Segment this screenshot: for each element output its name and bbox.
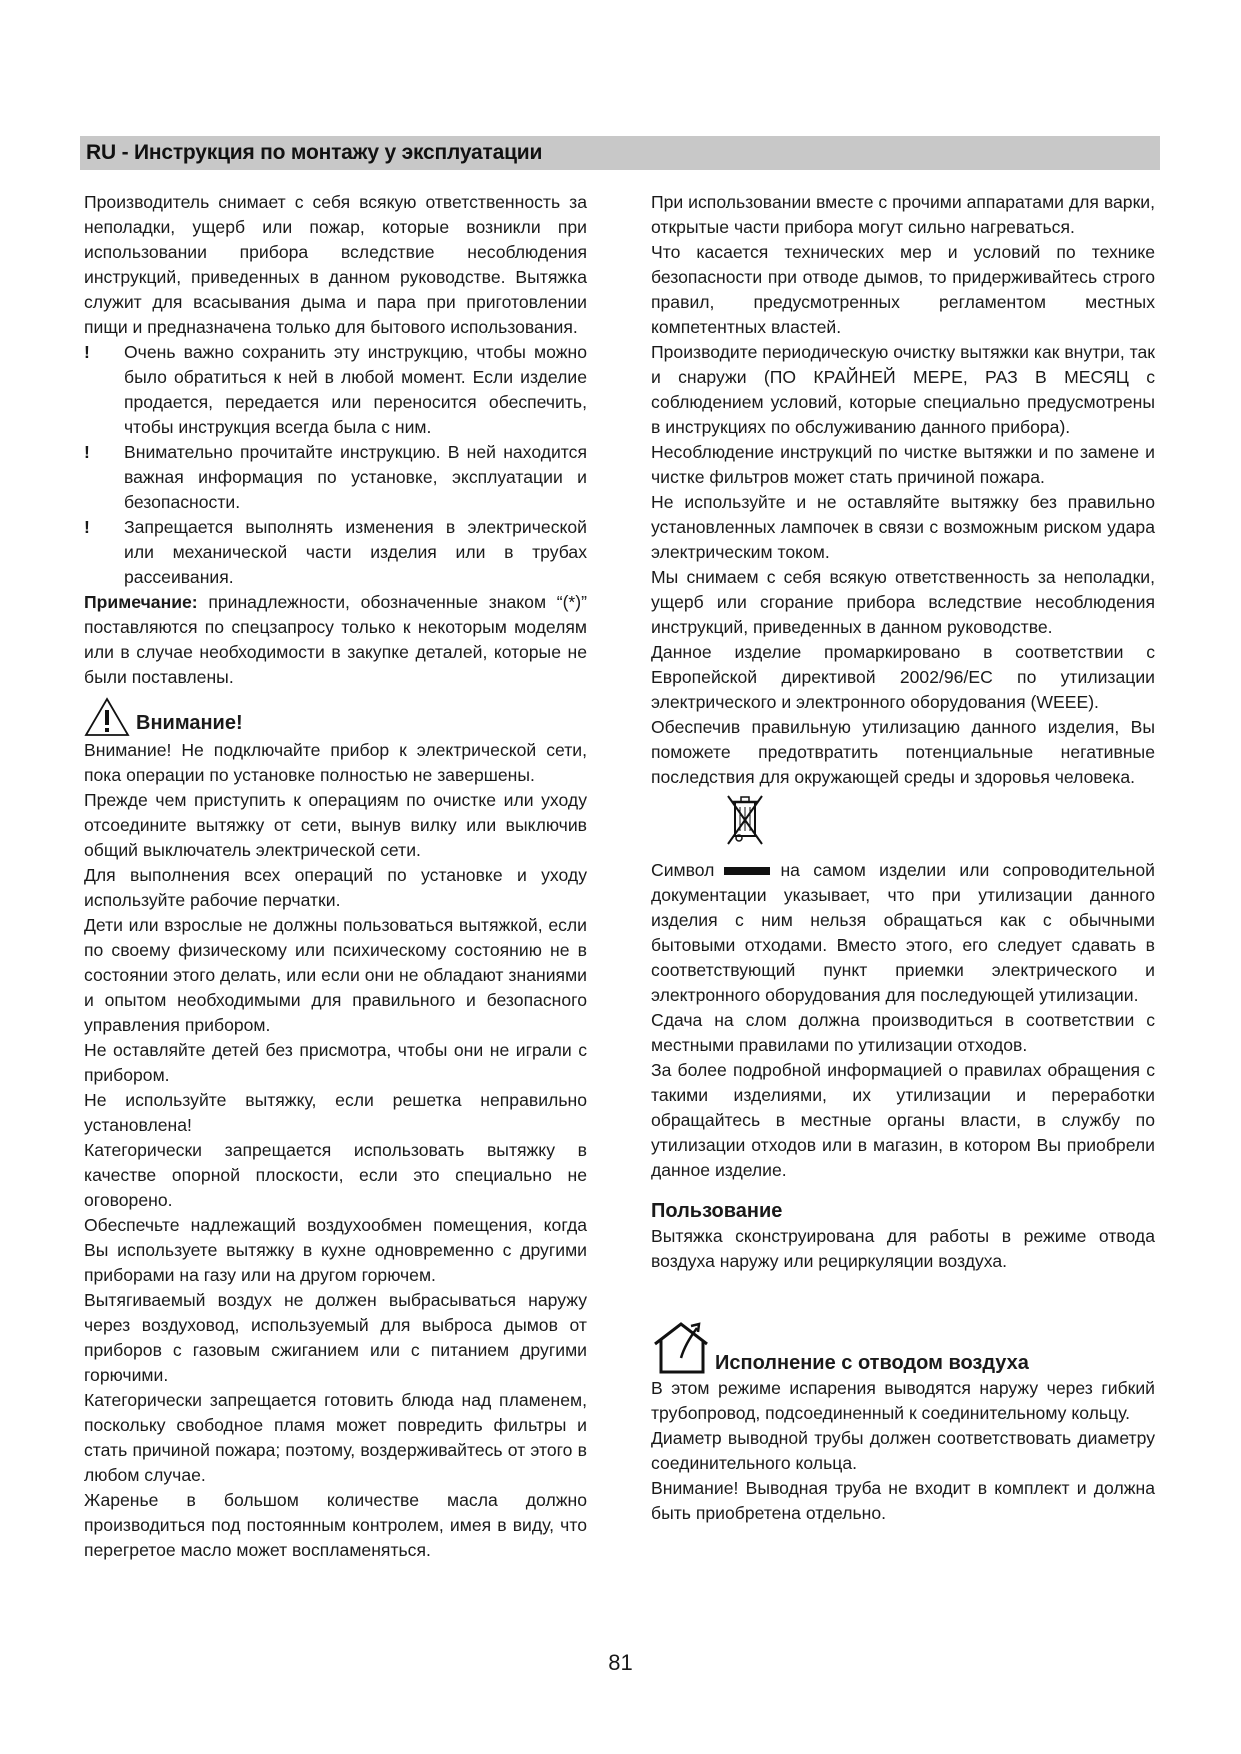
warning-paragraph: Для выполнения всех операций по установке и уходу используйте рабочие перчатки. — [84, 865, 587, 910]
exhaust-title: Исполнение с отводом воздуха — [715, 1352, 1029, 1374]
paragraph: За более подробной информацией о правилах обращения с такими изделиями, их утилизации и переработки обращайтесь в местные органы власти, в службу по утилизации отходов или в магазин, в котором Вы приобрели данное изделие. — [651, 1060, 1155, 1180]
exclamation-mark: ! — [84, 342, 90, 362]
symbol-paragraph — [651, 858, 1155, 1008]
paragraph: Что касается технических мер и условий по технике безопасности при отводе дымов, то придерживайтесь строго правил, предусмотренных регламентом местных компетентных властей. — [651, 242, 1155, 337]
paragraph: Не используйте и не оставляйте вытяжку без правильно установленных лампочек в связи с возможным риском удара электрическим током. — [651, 492, 1155, 562]
paragraph: Сдача на слом должна производиться в соответствии с местными правилами по утилизации отходов. — [651, 1010, 1155, 1055]
exclamation-mark: ! — [84, 517, 90, 537]
bullet-item — [84, 515, 587, 590]
warning-paragraph: Вытягиваемый воздух не должен выбрасываться наружу через воздуховод, используемый для выброса дымов от приборов с газовым сжиганием или с питанием другими горючими. — [84, 1290, 587, 1385]
house-exhaust-icon — [651, 1314, 711, 1376]
bullet-text: Внимательно прочитайте инструкцию. В ней находится важная информация по установке, эксплуатации и безопасности. — [124, 442, 587, 512]
section-header-bar — [80, 136, 1160, 170]
right-column — [651, 190, 1155, 1526]
paragraph: Производите периодическую очистку вытяжки как внутри, так и снаружи (ПО КРАЙНЕЙ МЕРЕ, РАЗ В МЕСЯЦ с соблюдением условий, которые специально предусмотрены в инструкциях по обслуживанию данного прибора). — [651, 342, 1155, 437]
left-column — [84, 190, 587, 1563]
warning-paragraph: Не используйте вытяжку, если решетка неправильно установлена! — [84, 1090, 587, 1135]
paragraph: При использовании вместе с прочими аппаратами для варки, открытые части прибора могут сильно нагреваться. — [651, 192, 1155, 237]
warning-title: Внимание! — [136, 712, 243, 734]
usage-paragraph: Вытяжка сконструирована для работы в режиме отвода воздуха наружу или рециркуляции воздуха. — [651, 1226, 1155, 1271]
note-label: Примечание: — [84, 592, 198, 612]
warning-paragraph: Не оставляйте детей без присмотра, чтобы они не играли с прибором. — [84, 1040, 587, 1085]
intro-paragraph: Производитель снимает с себя всякую ответственность за неполадки, ущерб или пожар, которые возникли при использовании прибора вследствие несоблюдения инструкций, приведенных в данном руководстве. Вытяжка служит для всасывания дыма и пара при приготовлении пищи и предназначена только для бытового использования. — [84, 192, 587, 337]
bullet-text: Запрещается выполнять изменения в электрической или механической части изделия или в трубах рассеивания. — [124, 517, 587, 587]
warning-triangle-icon — [84, 696, 130, 738]
warning-paragraph: Обеспечьте надлежащий воздухообмен помещения, когда Вы используете вытяжку в кухне одновременно с другими приборами на газу или на другом горючем. — [84, 1215, 587, 1285]
bullet-item — [84, 440, 587, 515]
crossed-bin-icon — [726, 790, 764, 852]
section-title: RU - Инструкция по монтажу у эксплуатации — [86, 141, 543, 164]
weee-symbol-row — [651, 790, 1155, 858]
paragraph: Обеспечив правильную утилизацию данного изделия, Вы поможете предотвратить потенциальные негативные последствия для окружающей среды и здоровья человека. — [651, 717, 1155, 787]
paragraph: Мы снимаем с себя всякую ответственность за неполадки, ущерб или сгорание прибора вследствие несоблюдения инструкций, приведенных в данном руководстве. — [651, 567, 1155, 637]
note-paragraph — [84, 590, 587, 690]
symbol-text: на самом изделии или сопроводительной документации указывает, что при утилизации данного изделия с ним нельзя обращаться как с обычными бытовыми отходами. Вместо этого, его следует сдавать в соответствующий пункт приемки электрического и электронного оборудования для последующей утилизации. — [651, 860, 1155, 1005]
warning-heading — [84, 694, 587, 738]
bullet-text: Очень важно сохранить эту инструкцию, чтобы можно было обратиться к ней в любой момент. Если изделие продается, передается или переносится обеспечить, чтобы инструкция всегда была с ним. — [124, 342, 587, 437]
exhaust-paragraph: Внимание! Выводная труба не входит в комплект и должна быть приобретена отдельно. — [651, 1478, 1155, 1523]
black-bar-symbol — [724, 867, 770, 875]
paragraph: Данное изделие промаркировано в соответствии с Европейской директивой 2002/96/EC по утилизации электрического и электронного оборудования (WEEE). — [651, 642, 1155, 712]
exclamation-mark: ! — [84, 442, 90, 462]
warning-paragraph: Дети или взрослые не должны пользоваться вытяжкой, если по своему физическому или психическому состоянию не в состоянии этого делать, или если они не обладают знаниями и опытом необходимыми для правильного и безопасного управления прибором. — [84, 915, 587, 1035]
bullet-item — [84, 340, 587, 440]
warning-paragraph: Категорически запрещается готовить блюда над пламенем, поскольку свободное пламя может повредить фильтры и стать причиной пожара; поэтому, воздерживайтесь от этого в любом случае. — [84, 1390, 587, 1485]
symbol-word: Символ — [651, 860, 715, 880]
warning-paragraph: Жаренье в большом количестве масла должно производиться под постоянным контролем, имея в виду, что перегретое масло может воспламеняться. — [84, 1490, 587, 1560]
exhaust-heading — [651, 1310, 1155, 1376]
warning-paragraph: Категорически запрещается использовать вытяжку в качестве опорной плоскости, если это специально не оговорено. — [84, 1140, 587, 1210]
note-text: принадлежности, обозначенные знаком “(*)” поставляются по спецзапросу только к некоторым моделям или в случае необходимости в закупке деталей, которые не были поставлены. — [84, 592, 587, 687]
usage-heading: Пользование — [651, 1200, 783, 1222]
page-number: 81 — [608, 1650, 633, 1675]
paragraph: Несоблюдение инструкций по чистке вытяжки и по замене и чистке фильтров может стать причиной пожара. — [651, 442, 1155, 487]
exhaust-paragraph: Диаметр выводной трубы должен соответствовать диаметру соединительного кольца. — [651, 1428, 1155, 1473]
warning-paragraph: Прежде чем приступить к операциям по очистке или уходу отсоедините вытяжку от сети, вынув вилку или выключив общий выключатель электрической сети. — [84, 790, 587, 860]
warning-paragraph: Внимание! Не подключайте прибор к электрической сети, пока операции по установке полностью не завершены. — [84, 740, 587, 785]
exhaust-paragraph: В этом режиме испарения выводятся наружу через гибкий трубопровод, подсоединенный к соединительному кольцу. — [651, 1378, 1155, 1423]
